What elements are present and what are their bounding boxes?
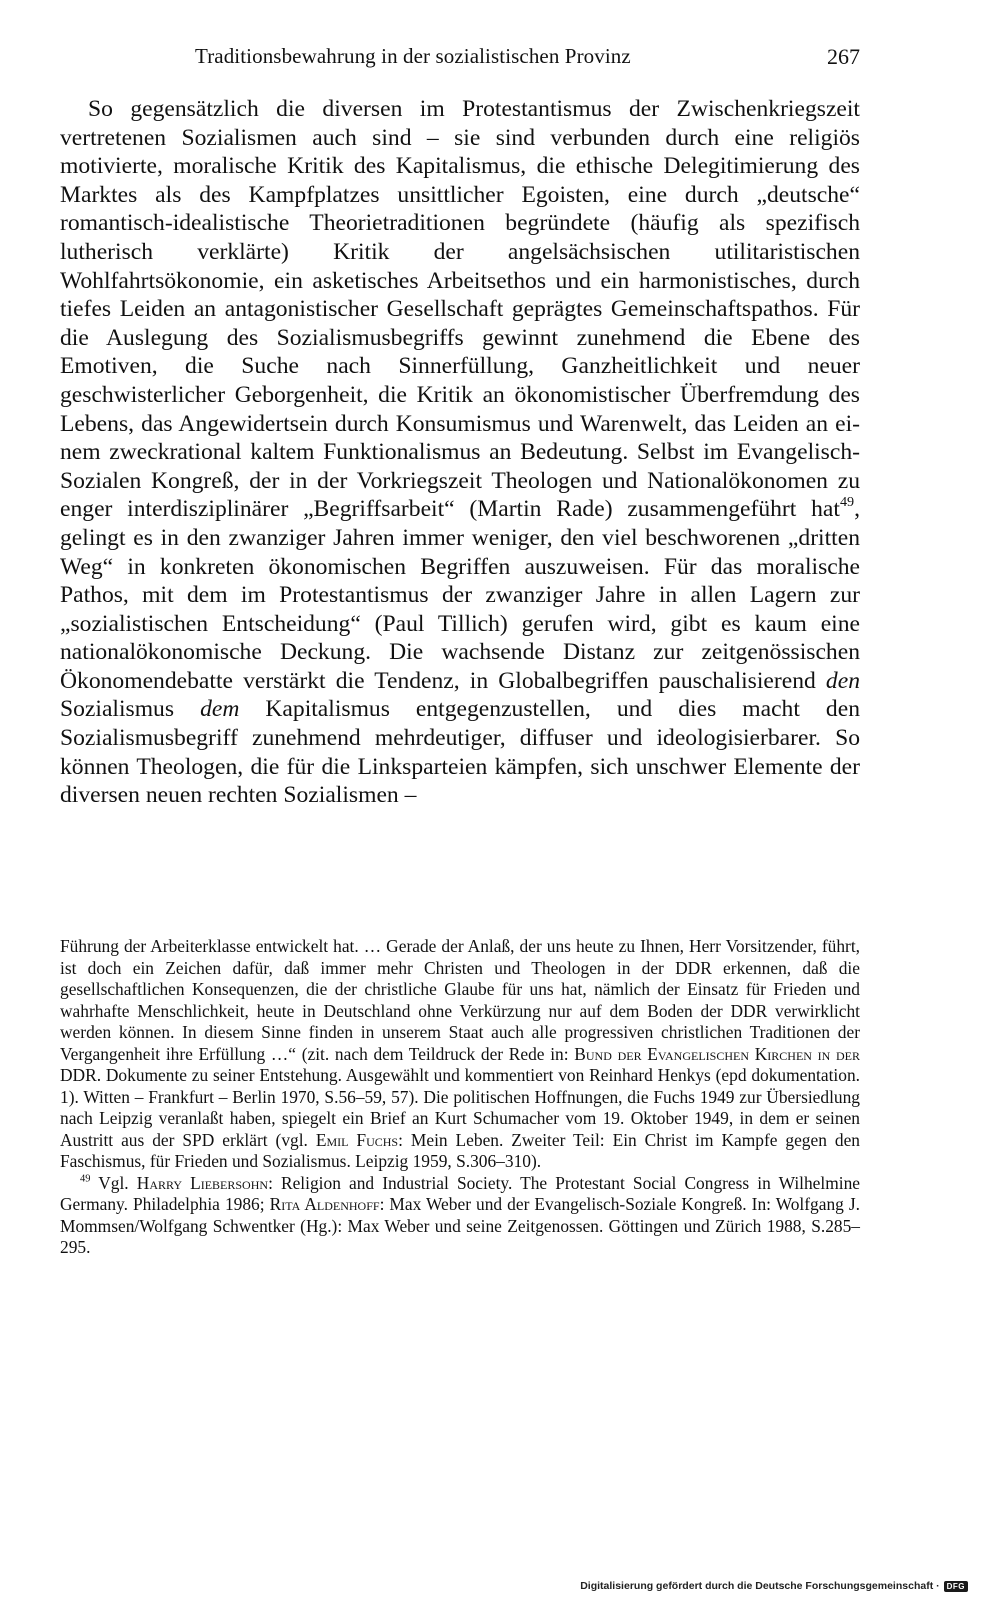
running-header [60,44,860,84]
footnote-49 [60,1173,860,1259]
footnote-text: Führung der Arbeiterklasse entwickelt hat. … Gerade der Anlaß, der uns heute zu Ihnen, Herr Vorsitzender, führt, ist doch ein Zeichen dafür, daß immer mehr Christen und Theologen in der DDR erkennen, daß die gesellschaftlichen Konsequenzen, die der christliche Glaube für uns hat, nämlich der Einsatz für Frieden und wahrhafte Menschlichkeit, heute in Deutschland ohne Verkürzung nur auf dem Boden der DDR verwirklicht werden können. In diesem Sinne finden in unserem Staat auch alle progressiven christlichen Traditionen der Vergangenheit ihre Erfüllung …“ (zit. nach dem Teildruck der Rede in: [60,936,860,1064]
body-text: Sozialismus [60,696,201,723]
small-caps-author: Rita Aldenhoff [269,1194,380,1214]
footnote-text: : Max Weber und der Evangelisch-Soziale Kongreß. In: Wolfgang J. Mommsen/Wolfgang Schwentker (Hg.): Max Weber und seine Zeitgenossen. Göttingen und Zürich 1988, S.285–295. [60,1194,861,1257]
dfg-logo: DFG [944,1581,968,1592]
body-paragraph [60,95,860,810]
small-caps-author: Emil Fuchs [315,1129,399,1150]
footnote-continuation [60,936,860,1173]
footnote-text: Vgl. [90,1172,137,1193]
footnote-ref-49[interactable]: 49 [839,494,855,511]
body-text: , gelingt es in den zwanziger Jahren immer weniger, den viel beschworenen „dritten Weg“ in konkreten ökonomischen Begriffen auszuweisen. Für das moralische Pathos, mit dem im Protestantismus der zwanziger Jahre in allen Lagern zur „sozialistischen Entscheidung“ (Paul Tillich) gerufen wird, gibt es kaum eine nationalökonomische Deckung. Die wachsende Distanz zur zeitgenössischen Ökonomendebatte verstärkt die Tendenz, in Globalbegriffen pauschalisierend [60,496,860,694]
running-title: Traditionsbewahrung in der sozialistischen Provinz [195,44,631,68]
credit-text: Digitalisierung gefördert durch die Deutsche Forschungsgemeinschaft · [580,1580,940,1592]
footnotes [60,936,860,1259]
footnote-text: : Mein Leben. Zweiter Teil: Ein Christ im Kampfe gegen den Faschismus, für Frieden und Sozialismus. Leipzig 1959, S.306–310). [60,1129,860,1171]
digitization-credit [580,1578,968,1594]
emphasis: den [825,667,860,694]
footnote-text: DDR. Dokumente zu seiner Entstehung. Ausgewählt und kommentiert von Reinhard Henkys (epd dokumentation. 1). Witten – Frankfurt – Berlin 1970, S.56–59, 57). Die politischen Hoffnungen, die Fuchs 1949 zur Übersiedlung nach Leipzig veranlaßt haben, spiegelt ein Brief an Kurt Schumacher vom 19. Oktober 1949, in dem er seinen Austritt aus der SPD erklärt (vgl. [60,1065,860,1150]
body-text: Kapitalismus entgegenzustellen, und dies macht den Sozialismusbegriff zunehmend mehrdeutiger, diffuser und ideologisierbarer. So können Theologen, die für die Linksparteien kämpfen, sich unschwer Elemente der diversen neuen rechten Sozialismen – [60,696,860,809]
footnote-text: : Religion and Industrial Society. The Protestant Social Congress in Wilhelmine Germany. Philadelphia 1986; [60,1172,860,1214]
small-caps-author: Harry Liebersohn [136,1172,269,1193]
footnote-marker-49: 49 [80,1173,91,1185]
body-text: So gegensätzlich die diversen im Protestantismus der Zwischenkriegszeit vertretenen Sozialismen auch sind – sie sind verbunden durch eine religiös motivierte, moralische Kritik des Kapitalismus, die ethische Delegitimierung des Marktes als des Kampfplatzes unsittlicher Egoisten, eine durch „deutsche“ romantisch-idealistische Theorietraditionen begründete (häufig als spezifisch lutherisch verklärte) Kritik der angelsächsischen utilitaristischen Wohlfahrtsökonomie, ein asketisches Arbeitsethos und ein harmonistisches, durch tiefes Leiden an antagonistischer Gesellschaft geprägtes Gemeinschaftspathos. Für die Auslegung des Sozialismusbegriffs gewinnt zunehmend die Ebene des Emotiven, die Suche nach Sinnerfüllung, Ganzheitlichkeit und neuer geschwisterlicher Geborgenheit, die Kritik an ökonomistischer Überfremdung des Lebens, das Angewidertsein durch Konsumismus und Warenwelt, das Leiden an einem zweckrational kaltem Funktionalismus an Bedeutung. Selbst im Evangelisch-Sozialen Kongreß, der in der Vorkriegszeit Theologen und Nationalökonomen zu enger interdisziplinärer „Begriffsarbeit“ (Martin Rade) zusammengeführt hat [60,96,860,523]
small-caps-reference: Bund der Evangelischen Kirchen in der [574,1043,860,1064]
page-number: 267 [827,44,860,69]
emphasis: dem [200,696,240,723]
